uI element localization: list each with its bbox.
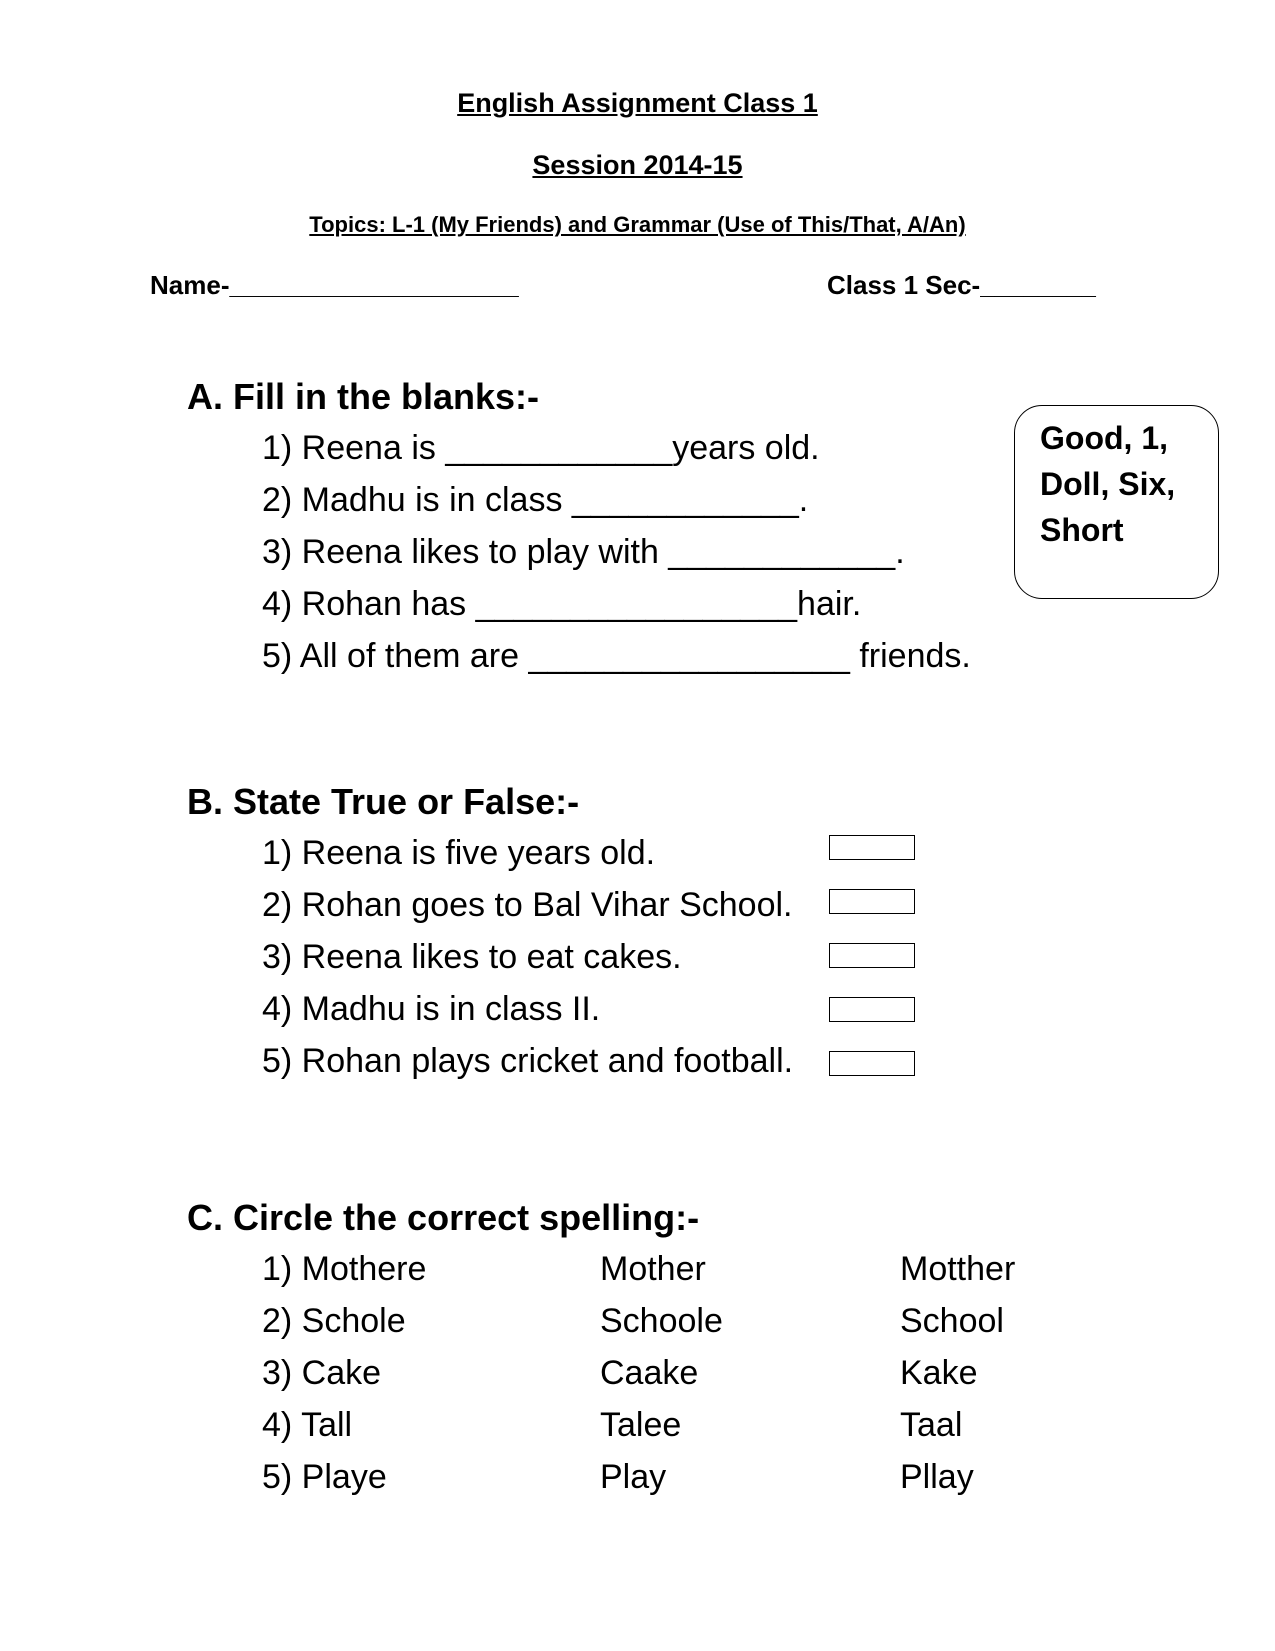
spelling-option: Mother xyxy=(600,1250,706,1288)
session-label: Session 2014-15 xyxy=(532,150,743,180)
spelling-option: 5) Playe xyxy=(262,1458,387,1496)
fill-blank-item: 2) Madhu is in class ____________. xyxy=(262,481,809,519)
spelling-option: 1) Mothere xyxy=(262,1250,427,1288)
spelling-option: 2) Schole xyxy=(262,1302,406,1340)
section-c-heading: C. Circle the correct spelling:- xyxy=(187,1197,700,1238)
answer-box[interactable] xyxy=(829,1051,915,1076)
class-section-field: Class 1 Sec-________ xyxy=(827,270,1096,300)
word-bank-line: Short xyxy=(1040,512,1124,548)
assignment-title: English Assignment Class 1 xyxy=(457,88,818,118)
word-bank-line: Good, 1, xyxy=(1040,420,1168,456)
fill-blank-item: 1) Reena is ____________years old. xyxy=(262,429,820,467)
spelling-option: Schoole xyxy=(600,1302,723,1340)
spelling-option: 3) Cake xyxy=(262,1354,382,1392)
topics-label: Topics: L-1 (My Friends) and Grammar (Use of This/That, A/An) xyxy=(309,212,966,237)
answer-box[interactable] xyxy=(829,997,915,1022)
name-field: Name-____________________ xyxy=(150,270,519,300)
true-false-item: 4) Madhu is in class II. xyxy=(262,990,601,1028)
spelling-option: Kake xyxy=(900,1354,978,1392)
answer-box[interactable] xyxy=(829,835,915,860)
true-false-item: 2) Rohan goes to Bal Vihar School. xyxy=(262,886,793,924)
spelling-option: Motther xyxy=(900,1250,1016,1288)
word-bank-line: Doll, Six, xyxy=(1040,466,1176,502)
spelling-option: Taal xyxy=(900,1406,963,1444)
spelling-option: Talee xyxy=(600,1406,682,1444)
answer-box[interactable] xyxy=(829,943,915,968)
spelling-option: Pllay xyxy=(900,1458,974,1496)
fill-blank-item: 5) All of them are _________________ friends. xyxy=(262,637,971,675)
spelling-option: School xyxy=(900,1302,1004,1340)
spelling-option: Play xyxy=(600,1458,667,1496)
answer-box[interactable] xyxy=(829,889,915,914)
fill-blank-item: 3) Reena likes to play with ____________. xyxy=(262,533,905,571)
word-bank-box xyxy=(1014,405,1219,599)
section-b-heading: B. State True or False:- xyxy=(187,781,580,822)
true-false-item: 5) Rohan plays cricket and football. xyxy=(262,1042,794,1080)
true-false-item: 1) Reena is five years old. xyxy=(262,834,656,872)
spelling-option: Caake xyxy=(600,1354,699,1392)
spelling-option: 4) Tall xyxy=(262,1406,353,1444)
true-false-item: 3) Reena likes to eat cakes. xyxy=(262,938,682,976)
fill-blank-item: 4) Rohan has _________________hair. xyxy=(262,585,862,623)
section-a-heading: A. Fill in the blanks:- xyxy=(187,376,540,417)
